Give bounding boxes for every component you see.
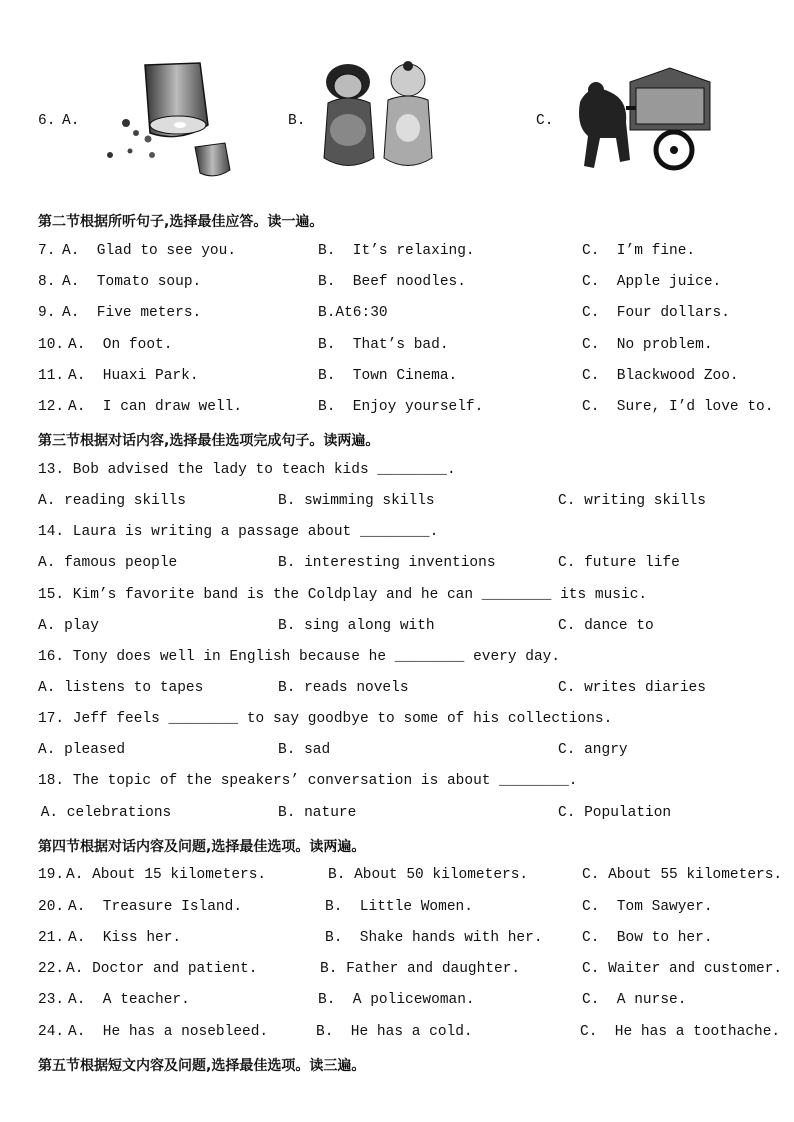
option-a: A. Five meters.: [62, 305, 202, 321]
question-number: 8.: [38, 274, 56, 290]
question-number: 23.: [38, 992, 65, 1008]
question-number: 10.: [38, 337, 65, 353]
question-number: 7.: [38, 243, 56, 259]
stem-text: 18. The topic of the speakers’ conversation is about ________.: [38, 773, 578, 789]
question-number: 22.: [38, 961, 65, 977]
options-row: [0, 805, 794, 827]
option-c: C. Bow to her.: [582, 930, 713, 946]
option-b: B. It’s relaxing.: [318, 243, 475, 259]
option-a: A. Glad to see you.: [62, 243, 237, 259]
option-c: C. He has a toothache.: [580, 1024, 781, 1040]
option-a: A. Huaxi Park.: [68, 368, 199, 384]
option-b: B. Father and daughter.: [320, 961, 521, 977]
option-c: C. angry: [558, 742, 628, 758]
option-c: C. Population: [558, 805, 672, 821]
question-number: 19.: [38, 867, 65, 883]
question-number: 21.: [38, 930, 65, 946]
question-row: [0, 992, 794, 1014]
option-b-label: B.: [288, 113, 306, 129]
question-stem: [0, 649, 794, 671]
option-a: A. He has a nosebleed.: [68, 1024, 269, 1040]
question-row: [0, 899, 794, 921]
stem-text: 16. Tony does well in English because he ________ every day.: [38, 649, 561, 665]
stem-text: 14. Laura is writing a passage about ________.: [38, 524, 439, 540]
option-c: C. I’m fine.: [582, 243, 696, 259]
option-c: C. Waiter and customer.: [582, 961, 783, 977]
question-stem: [0, 587, 794, 609]
option-a: A. pleased: [38, 742, 126, 758]
option-c: C. No problem.: [582, 337, 713, 353]
section-3-heading: 第三节根据对话内容,选择最佳选项完成句子。读两遍。: [38, 433, 380, 449]
option-c: C. Tom Sawyer.: [582, 899, 713, 915]
question-row: [0, 399, 794, 421]
option-b: B. About 50 kilometers.: [328, 867, 529, 883]
option-a: A. celebrations: [32, 805, 172, 821]
option-c: C. Sure, I’d love to.: [582, 399, 774, 415]
stem-text: 15. Kim’s favorite band is the Coldplay and he can ________ its music.: [38, 587, 648, 603]
option-c: C. writes diaries: [558, 680, 706, 696]
option-a-label: A.: [62, 113, 80, 129]
paper-cut-carriage-image: [570, 42, 715, 184]
option-a: A. About 15 kilometers.: [66, 867, 267, 883]
stem-text: 13. Bob advised the lady to teach kids ________.: [38, 462, 456, 478]
section-4-heading: 第四节根据对话内容及问题,选择最佳选项。读两遍。: [38, 839, 366, 855]
option-a: A. reading skills: [38, 493, 186, 509]
option-a: A. listens to tapes: [38, 680, 204, 696]
option-b: B. swimming skills: [278, 493, 435, 509]
question-row: [0, 243, 794, 265]
stem-text: 17. Jeff feels ________ to say goodbye to some of his collections.: [38, 711, 613, 727]
option-b: B. Enjoy yourself.: [318, 399, 484, 415]
option-b: B. That’s bad.: [318, 337, 449, 353]
question-stem: [0, 462, 794, 484]
option-b: B. Shake hands with her.: [325, 930, 543, 946]
question-number: 20.: [38, 899, 65, 915]
question-row: [0, 867, 794, 889]
option-b: B. interesting inventions: [278, 555, 496, 571]
question-number: 11.: [38, 368, 65, 384]
question-number: 6.: [38, 113, 56, 129]
question-row: [0, 930, 794, 952]
option-c: C. A nurse.: [582, 992, 687, 1008]
option-a: A. I can draw well.: [68, 399, 243, 415]
option-c: C. Blackwood Zoo.: [582, 368, 739, 384]
option-a: A. play: [38, 618, 99, 634]
option-a: A. Tomato soup.: [62, 274, 202, 290]
question-number: 9.: [38, 305, 56, 321]
options-row: [0, 555, 794, 577]
option-a: A. Treasure Island.: [68, 899, 243, 915]
question-row: [0, 961, 794, 983]
option-b: B. Little Women.: [325, 899, 473, 915]
option-b: B. He has a cold.: [316, 1024, 473, 1040]
question-stem: [0, 524, 794, 546]
options-row: [0, 493, 794, 515]
question-stem: [0, 773, 794, 795]
option-b: B. Town Cinema.: [318, 368, 458, 384]
question-number: 12.: [38, 399, 65, 415]
section-5-heading: 第五节根据短文内容及问题,选择最佳选项。读三遍。: [38, 1058, 366, 1074]
question-row: [0, 1024, 794, 1046]
question-row: [0, 274, 794, 296]
option-c: C. dance to: [558, 618, 654, 634]
option-c-label: C.: [536, 113, 554, 129]
sky-lanterns-image: [100, 55, 240, 183]
option-a: A. On foot.: [68, 337, 173, 353]
option-c: C. future life: [558, 555, 680, 571]
option-b: B. sing along with: [278, 618, 435, 634]
question-row: [0, 305, 794, 327]
clay-figurines-image: [318, 58, 443, 176]
option-b: B. Beef noodles.: [318, 274, 466, 290]
question-row: [0, 368, 794, 390]
option-c: C. Apple juice.: [582, 274, 722, 290]
option-a: A. Doctor and patient.: [66, 961, 258, 977]
options-row: [0, 742, 794, 764]
option-b: B. sad: [278, 742, 331, 758]
option-c: C. About 55 kilometers.: [582, 867, 783, 883]
options-row: [0, 680, 794, 702]
option-b: B. A policewoman.: [318, 992, 475, 1008]
question-row: [0, 337, 794, 359]
question-stem: [0, 711, 794, 733]
option-b: B. reads novels: [278, 680, 409, 696]
option-b: B.At6:30: [318, 305, 388, 321]
question-number: 24.: [38, 1024, 65, 1040]
options-row: [0, 618, 794, 640]
option-a: A. Kiss her.: [68, 930, 182, 946]
option-a: A. famous people: [38, 555, 178, 571]
option-a: A. A teacher.: [68, 992, 190, 1008]
option-b: B. nature: [278, 805, 357, 821]
option-c: C. writing skills: [558, 493, 706, 509]
section-2-heading: 第二节根据所听句子,选择最佳应答。读一遍。: [38, 214, 324, 230]
option-c: C. Four dollars.: [582, 305, 730, 321]
